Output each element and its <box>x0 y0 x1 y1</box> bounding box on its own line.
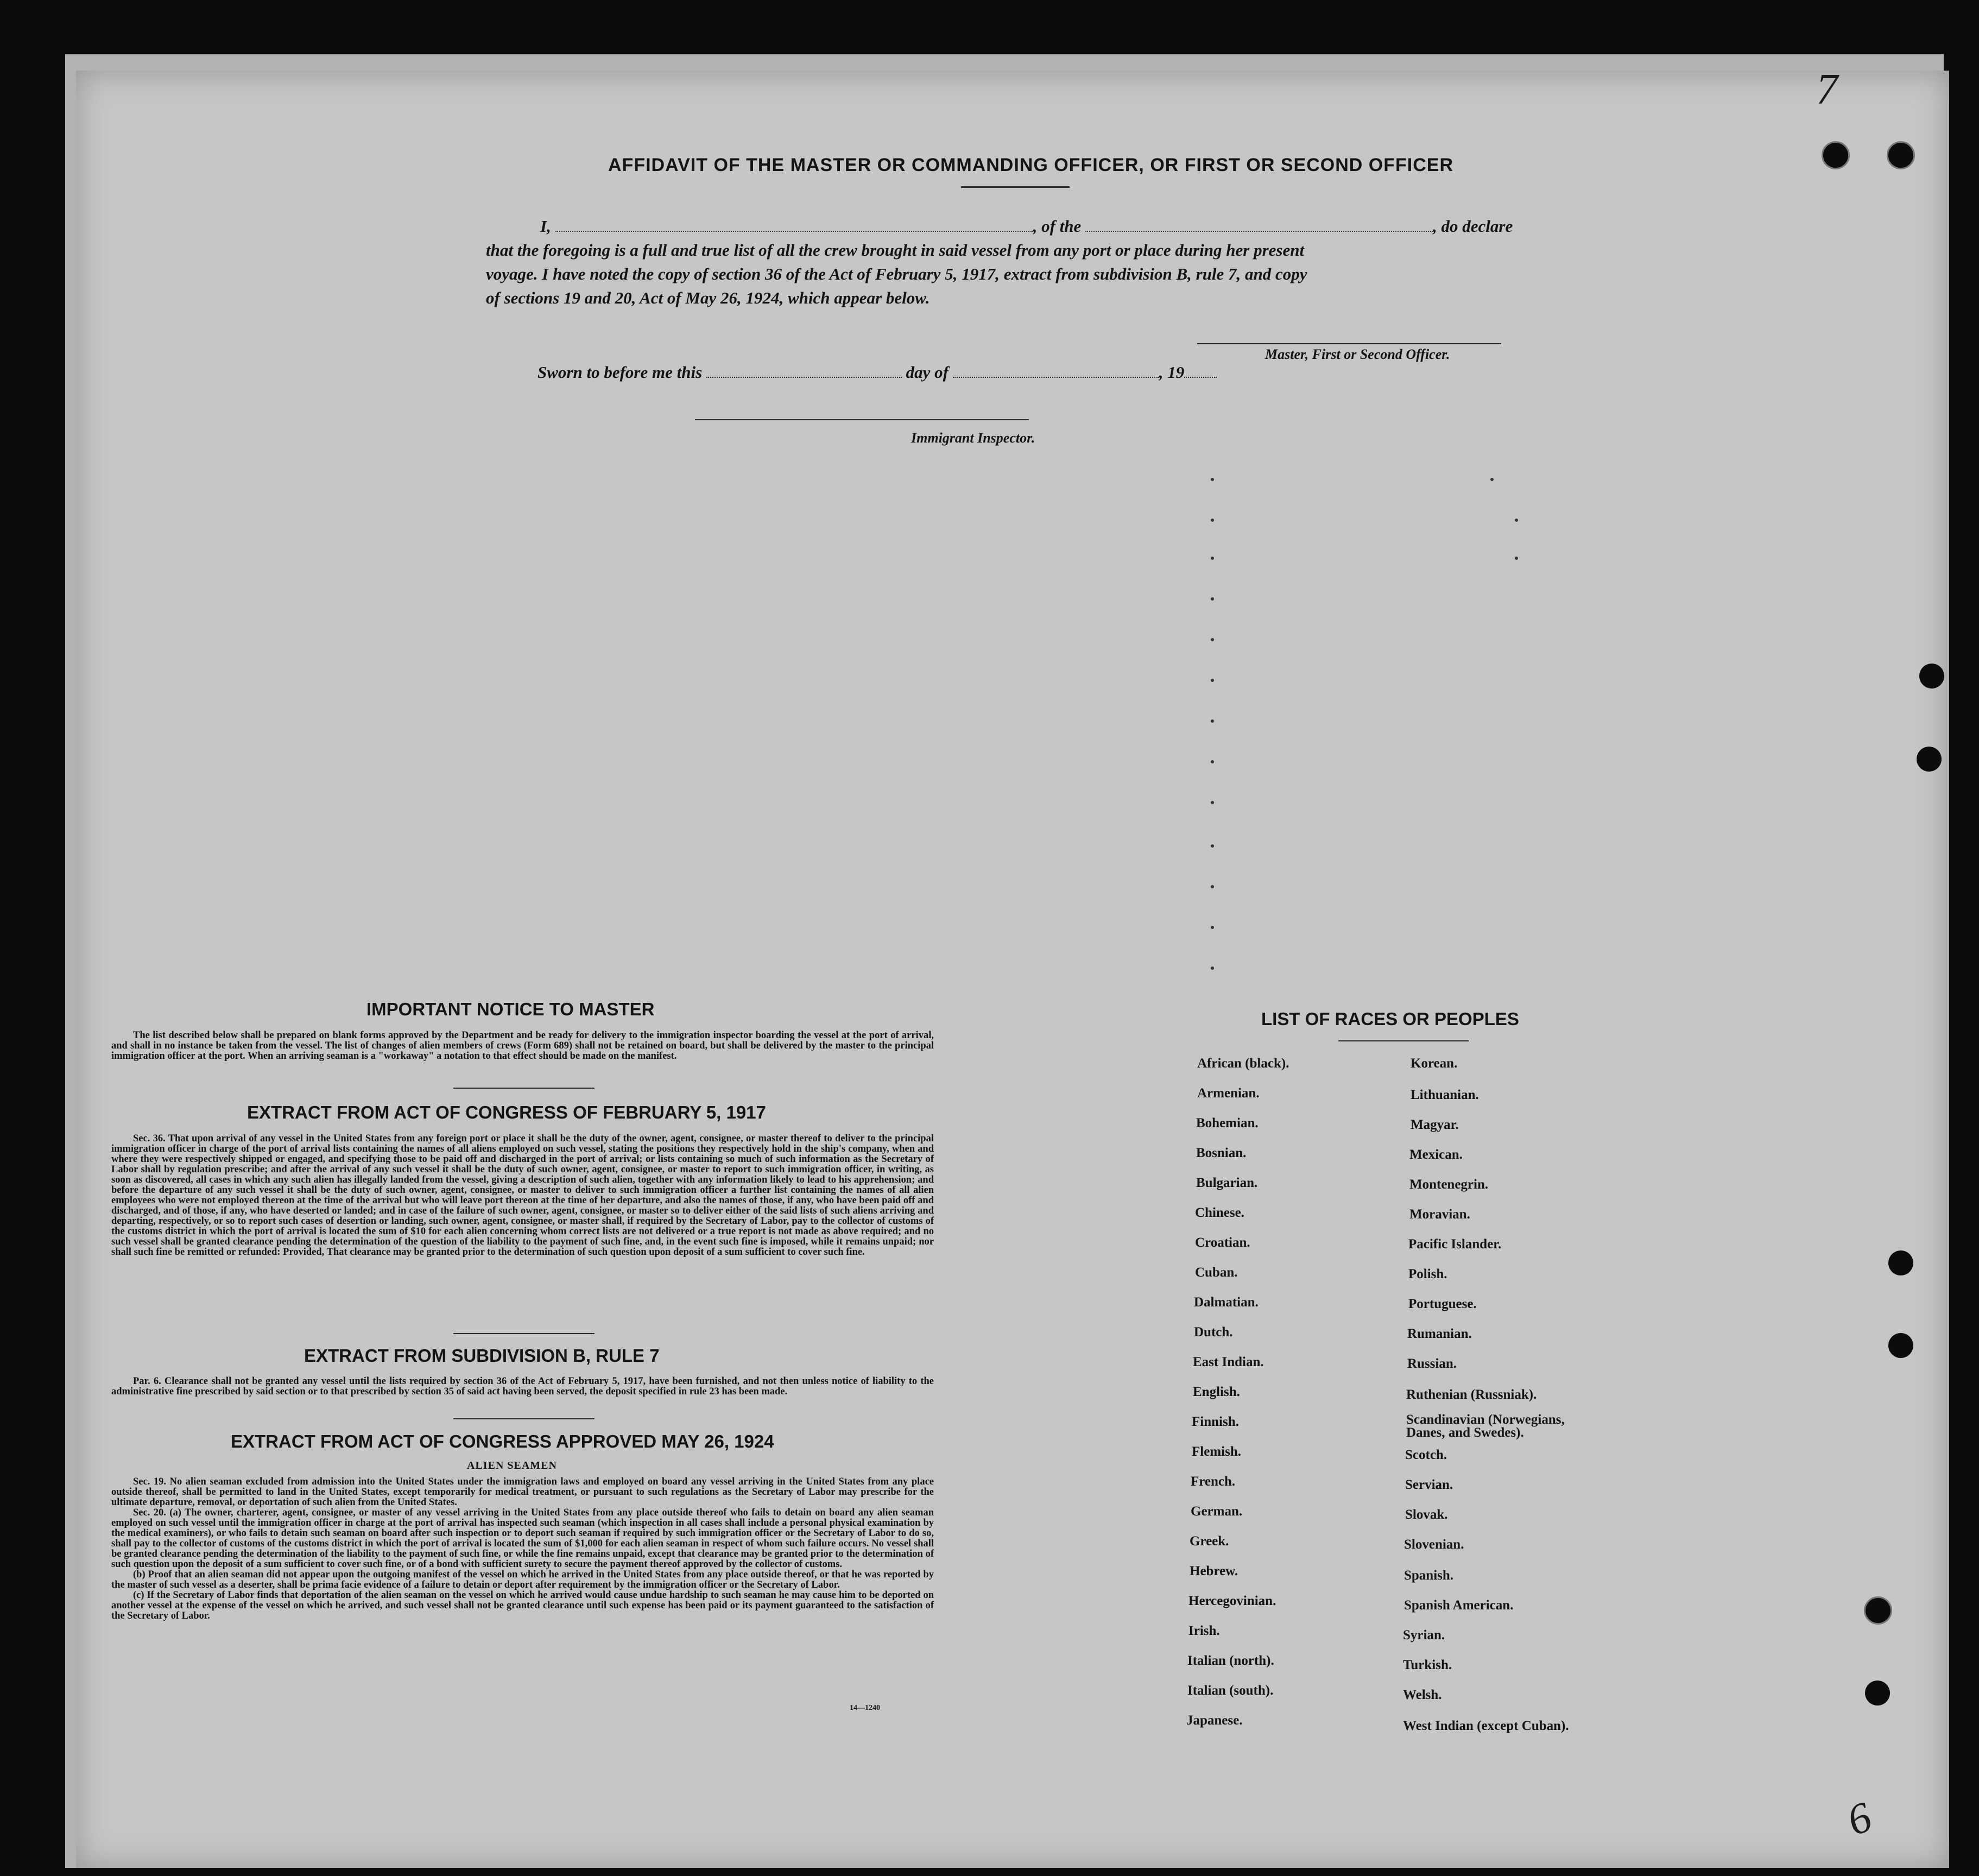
race-item: Slovak. <box>1405 1507 1448 1522</box>
form-number: 14—1240 <box>850 1704 880 1712</box>
divider <box>453 1333 595 1334</box>
affidavit-title: AFFIDAVIT OF THE MASTER OR COMMANDING OFFICER, OR FIRST OR SECOND OFFICER <box>608 155 1453 175</box>
race-item: Cuban. <box>1195 1265 1238 1280</box>
bleed-dot <box>1211 597 1214 601</box>
bleed-dot <box>1211 719 1214 723</box>
race-item: Syrian. <box>1403 1628 1445 1643</box>
extract-1917-text <box>111 1134 934 1258</box>
race-item: Dutch. <box>1194 1325 1233 1340</box>
race-item: Lithuanian. <box>1411 1088 1479 1102</box>
handwritten-page-number: 6 <box>1841 1792 1878 1846</box>
race-item: Spanish. <box>1404 1568 1454 1583</box>
race-item: Hebrew. <box>1190 1564 1238 1578</box>
race-item: Japanese. <box>1186 1713 1243 1728</box>
race-item: French. <box>1191 1474 1236 1489</box>
sec-20a-paragraph: Sec. 20. (a) The owner, charterer, agent, consignee, or master of any vessel arriving in the United States from any place outside thereof who fails to detain on board any alien seaman employed on such vessel until the immigration officer in charge at the port of arrival has inspected such seaman (which inspection in all cases shall include a personal physical examination by the medical examiners), or who fails to detain such seaman on board after such inspection or to deport such seaman if required by such immigration officer or the Secretary of Labor to do so, shall pay to the collector of customs of the customs district in which the port of arrival is located the sum of $1,000 for each alien seaman in respect of whom such failure occurs. No vessel shall be granted clearance pending the determination of the liability to the payment of such fine, or while the fine remains unpaid, except that clearance may be granted prior to the determination of such question upon the deposit of a sum sufficient to cover such fine, or of a bond with sufficient surety to secure the payment thereof approved by the collector of customs. <box>111 1507 934 1570</box>
race-item: Magyar. <box>1411 1117 1459 1132</box>
sworn-prefix: Sworn to before me this <box>538 363 703 382</box>
divider <box>453 1088 595 1089</box>
sec-19-paragraph: Sec. 19. No alien seaman excluded from admission into the United States under the immigration laws and employed on board any vessel arriving in the United States from any place outside thereof, shall be permitted to land in the United States, except temporarily for medical treatment, or pursuant to such regulations as the Secretary of Labor may prescribe for the ultimate departure, removal, or deportation of such alien from the United States. <box>111 1476 934 1508</box>
sworn-year-blank <box>1184 363 1217 378</box>
notice-paragraph: The list described below shall be prepared on blank forms approved by the Department and be ready for delivery to the immigration inspector boarding the vessel at the port of arrival, and shall in no instance be taken from the vessel. The list of changes of alien members of crews (Form 689) shall not be retained on board, but shall be delivered by the master to the principal immigration officer at the port. When an arriving seaman is a "workaway" a notation to that effect should be made on the manifest. <box>111 1030 934 1062</box>
affidavit-i: I, <box>540 217 551 236</box>
bleed-dot <box>1211 478 1214 481</box>
race-item: Scotch. <box>1405 1448 1447 1462</box>
races-title: LIST OF RACES OR PEOPLES <box>1261 1009 1519 1029</box>
races-title-rule <box>1338 1040 1469 1041</box>
race-item: East Indian. <box>1193 1355 1264 1369</box>
bleed-dot <box>1211 926 1214 929</box>
bleed-dot <box>1211 557 1214 560</box>
binder-hole <box>1919 664 1944 689</box>
sec-20b-paragraph: (b) Proof that an alien seaman did not appear upon the outgoing manifest of the vessel on which he arrived in the United States from any place outside thereof, or that he was reported by the master of such vessel as a deserter, shall be prima facie evidence of a failure to detain or deport after requirement by the immigration officer or the Secretary of Labor. <box>111 1569 934 1590</box>
sworn-line <box>538 363 1217 382</box>
extract-1924-title: EXTRACT FROM ACT OF CONGRESS APPROVED MAY 26, 1924 <box>231 1431 774 1451</box>
affidavit-body <box>486 214 1539 310</box>
race-item: Ruthenian (Russniak). <box>1406 1387 1537 1402</box>
inspector-signature-line <box>695 419 1029 420</box>
race-item: Bosnian. <box>1196 1146 1247 1160</box>
sec-36-paragraph: Sec. 36. That upon arrival of any vessel in the United States from any foreign port or place it shall be the duty of the owner, agent, consignee, or master thereof to deliver to the principal immigration officer in charge of the port of arrival lists containing the names of all aliens employed on such vessel, stating the positions they respectively hold in the ship's company, when and where they were respectively shipped or engaged, and specifying those to be paid off and discharged in the port of arrival; or lists containing so much of such information as the Secretary of Labor shall by regulation prescribe; and after the arrival of any such vessel it shall be the duty of such owner, agent, consignee, or master to report to such immigration officer, in writing, as soon as discovered, all cases in which any such alien has illegally landed from the vessel, giving a description of such alien, together with any information likely to lead to his apprehension; and before the departure of any such vessel it shall be the duty of such owner, agent, consignee, or master to deliver to such immigration officer a further list containing the names of all alien employees who were not employed thereon at the time of the arrival but who will leave port thereon at the time of her departure, and also the names of those, if any, who have been paid off and discharged, and of those, if any, who have deserted or landed; and in case of the failure of such owner, agent, consignee, or master so to deliver either of the said lists of such aliens arriving and departing, respectively, or so to report such cases of desertion or landing, such owner, agent, consignee, or master shall, if required by the Secretary of Labor, pay to the collector of customs of the customs district in which the port of arrival is located the sum of $10 for each alien concerning whom correct lists are not delivered or a true report is not made as above required; and no such vessel shall be granted clearance pending the determination of the question of the liability to the payment of such fine, and, in the event such fine is imposed, while it remains unpaid; nor shall such fine be remitted or refunded: Provided, That clearance may be granted prior to the determination of such question upon deposit of a sum sufficient to cover such fine. <box>111 1133 934 1258</box>
bleed-dot <box>1211 760 1214 763</box>
sworn-month-blank <box>953 363 1159 378</box>
race-item: Polish. <box>1408 1267 1447 1281</box>
race-item: Welsh. <box>1403 1688 1442 1702</box>
race-item: Italian (north). <box>1187 1653 1274 1668</box>
affidavit-line-4: of sections 19 and 20, Act of May 26, 1924, which appear below. <box>486 288 930 307</box>
race-item: Montenegrin. <box>1409 1177 1489 1192</box>
name-blank <box>555 217 1033 232</box>
affidavit-line-2: that the foregoing is a full and true list of all the crew brought in said vessel from any port or place during her present <box>486 241 1305 260</box>
race-item: Spanish American. <box>1404 1598 1514 1613</box>
handwritten-page-number: 7 <box>1816 66 1838 113</box>
affidavit-line-1 <box>486 214 1539 238</box>
affidavit-title-rule <box>961 186 1070 188</box>
extract-rule7-text <box>111 1376 934 1397</box>
race-item: Hercegovinian. <box>1188 1594 1276 1608</box>
race-item: English. <box>1193 1385 1240 1399</box>
race-item: Turkish. <box>1403 1658 1452 1672</box>
bleed-dot <box>1490 478 1494 481</box>
divider <box>453 1418 595 1419</box>
race-item: Italian (south). <box>1187 1683 1274 1698</box>
bleed-dot <box>1211 679 1214 682</box>
race-item: Chinese. <box>1195 1205 1244 1220</box>
bleed-dot <box>1515 557 1518 560</box>
par-6-paragraph: Par. 6. Clearance shall not be granted any vessel until the lists required by section 36 of the Act of February 5, 1917, have been furnished, and not then unless notice of liability to the administrative fine prescribed by said section or to that prescribed by section 35 of said act having been served, the deposit specified in rule 23 has been made. <box>111 1376 934 1397</box>
sec-20c-paragraph: (c) If the Secretary of Labor finds that deportation of the alien seaman on the vessel on which he arrived would cause undue hardship to such seaman he may cause him to be deported on another vessel at the expense of the vessel on which he arrived, and such vessel shall not be granted clearance until such expense has been paid or its payment guaranteed to the satisfaction of the Secretary of Labor. <box>111 1590 934 1621</box>
vessel-blank <box>1085 217 1433 232</box>
affidavit-line-3: voyage. I have noted the copy of section 36 of the Act of February 5, 1917, extract from subdivision B, rule 7, and copy <box>486 264 1307 283</box>
race-item: Portuguese. <box>1408 1297 1477 1311</box>
bleed-dot <box>1515 519 1518 522</box>
race-item: Dalmatian. <box>1194 1295 1259 1310</box>
extract-1924-text <box>111 1477 934 1621</box>
race-item: Flemish. <box>1192 1444 1241 1459</box>
bleed-dot <box>1211 519 1214 522</box>
race-item: German. <box>1191 1504 1243 1519</box>
race-item: Armenian. <box>1197 1086 1260 1101</box>
master-signature-line <box>1197 343 1501 344</box>
binder-hole <box>1865 1681 1890 1706</box>
notice-text <box>111 1031 934 1062</box>
race-item: Greek. <box>1190 1534 1229 1549</box>
extract-rule7-title: EXTRACT FROM SUBDIVISION B, RULE 7 <box>304 1346 660 1366</box>
bleed-dot <box>1211 844 1214 848</box>
race-item: Servian. <box>1405 1477 1453 1492</box>
race-item: Slovenian. <box>1404 1537 1464 1552</box>
alien-seamen-subtitle: ALIEN SEAMEN <box>467 1460 557 1471</box>
sworn-day-blank <box>706 363 902 378</box>
master-signature-label: Master, First or Second Officer. <box>1265 346 1450 362</box>
race-item: Bulgarian. <box>1196 1176 1258 1190</box>
binder-hole <box>1887 141 1915 169</box>
race-item: African (black). <box>1197 1056 1289 1071</box>
binder-hole <box>1917 747 1942 772</box>
bleed-dot <box>1211 885 1214 888</box>
race-item: Russian. <box>1407 1356 1457 1371</box>
race-item: Irish. <box>1188 1624 1220 1638</box>
affidavit-do-declare: , do declare <box>1433 217 1513 236</box>
race-item: Finnish. <box>1192 1414 1239 1429</box>
binder-hole <box>1864 1596 1892 1625</box>
inspector-label: Immigrant Inspector. <box>911 430 1035 446</box>
race-item: Pacific Islander. <box>1408 1237 1502 1252</box>
extract-1917-title: EXTRACT FROM ACT OF CONGRESS OF FEBRUARY 5, 1917 <box>247 1102 766 1122</box>
race-item: West Indian (except Cuban). <box>1403 1719 1569 1733</box>
race-item: Croatian. <box>1195 1235 1250 1250</box>
race-item: Mexican. <box>1409 1147 1463 1162</box>
bleed-dot <box>1211 967 1214 970</box>
notice-title: IMPORTANT NOTICE TO MASTER <box>366 999 655 1019</box>
affidavit-of-the: , of the <box>1033 217 1082 236</box>
race-item: Korean. <box>1411 1056 1458 1071</box>
race-item: Scandinavian (Norwegians, Danes, and Swedes). <box>1406 1412 1565 1440</box>
binder-hole <box>1888 1333 1913 1358</box>
race-item: Moravian. <box>1409 1207 1470 1222</box>
binder-hole <box>1822 141 1850 169</box>
bleed-dot <box>1211 801 1214 804</box>
race-item: Bohemian. <box>1196 1116 1259 1130</box>
binder-hole <box>1888 1250 1913 1275</box>
sworn-day-of: day of <box>906 363 949 382</box>
sworn-year: , 19 <box>1159 363 1185 382</box>
bleed-dot <box>1211 638 1214 641</box>
race-item: Rumanian. <box>1407 1327 1472 1341</box>
